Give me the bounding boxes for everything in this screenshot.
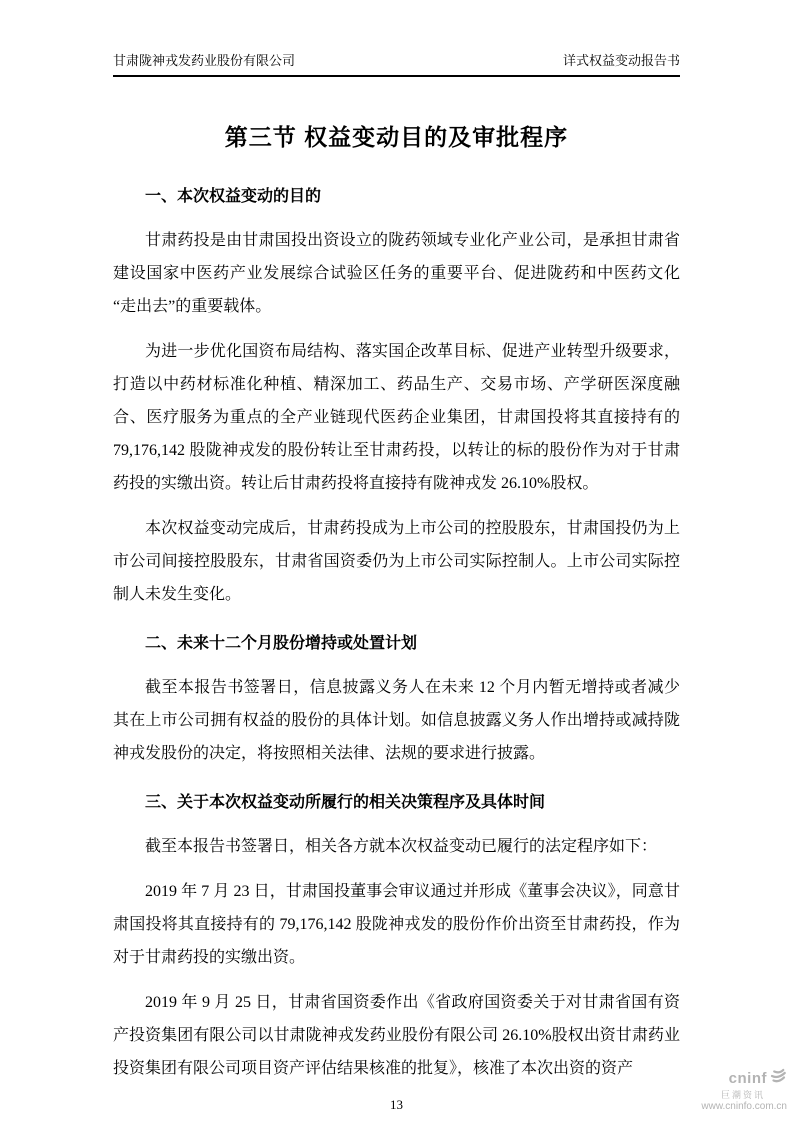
cninfo-swirl-icon <box>769 1067 787 1090</box>
cninfo-watermark <box>701 1067 787 1112</box>
watermark-brand: 巨潮资讯 <box>720 1090 765 1101</box>
paragraph: 截至本报告书签署日，相关各方就本次权益变动已履行的法定程序如下： <box>145 838 658 855</box>
section-heading: 一、本次权益变动的目的 <box>145 188 322 205</box>
page-header <box>113 50 680 77</box>
paragraph: 甘肃药投是由甘肃国投出资设立的陇药领域专业化产业公司，是承担甘肃省建设国家中医药产业发展综合试验区任务的重要平台、促进陇药和中医药文化“走出去”的重要载体。 <box>113 232 680 315</box>
paragraph: 本次权益变动完成后，甘肃药投成为上市公司的控股股东，甘肃国投仍为上市公司间接控股股东，甘肃省国资委仍为上市公司实际控制人。上市公司实际控制人未发生变化。 <box>113 520 680 603</box>
section-heading: 三、关于本次权益变动所履行的相关决策程序及具体时间 <box>145 794 546 811</box>
paragraph: 2019 年 9 月 25 日，甘肃省国资委作出《省政府国资委关于对甘肃省国有资产投资集团有限公司以甘肃陇神戎发药业股份有限公司 26.10%股权出资甘肃药业投资集团有限公司项目资产评估结果核准的批复》，核准了本次出资的资产 <box>113 994 680 1077</box>
section-heading: 二、未来十二个月股份增持或处置计划 <box>145 635 418 652</box>
cninfo-logo-text: cninf <box>728 1069 767 1087</box>
watermark-logo-row <box>701 1067 787 1090</box>
page-title: 第三节 权益变动目的及审批程序 <box>224 124 569 150</box>
header-company-name: 甘肃陇神戎发药业股份有限公司 <box>113 53 296 68</box>
header-report-title: 详式权益变动报告书 <box>562 53 680 68</box>
watermark-url: www.cninfo.com.cn <box>701 1100 787 1112</box>
paragraph: 截至本报告书签署日，信息披露义务人在未来 12 个月内暂无增持或者减少其在上市公司拥有权益的股份的具体计划。如信息披露义务人作出增持或减持陇神戎发股份的决定，将按照相关法律、法规的要求进行披露。 <box>113 679 680 762</box>
document-body <box>113 186 680 1085</box>
page-number: 13 <box>390 1097 403 1112</box>
paragraph: 为进一步优化国资布局结构、落实国企改革目标、促进产业转型升级要求，打造以中药材标准化种植、精深加工、药品生产、交易市场、产学研医深度融合、医疗服务为重点的全产业链现代医药企业集团，甘肃国投将其直接持有的 79,176,142 股陇神戎发的股份转让至甘肃药投，以转让的标的股份作为对于甘肃药投的实缴出资。转让后甘肃药投将直接持有陇神戎发 26.10%股权。 <box>113 343 680 492</box>
paragraph: 2019 年 7 月 23 日，甘肃国投董事会审议通过并形成《董事会决议》，同意甘肃国投将其直接持有的 79,176,142 股陇神戎发的股份作价出资至甘肃药投，作为对于甘肃药投的实缴出资。 <box>113 883 680 966</box>
